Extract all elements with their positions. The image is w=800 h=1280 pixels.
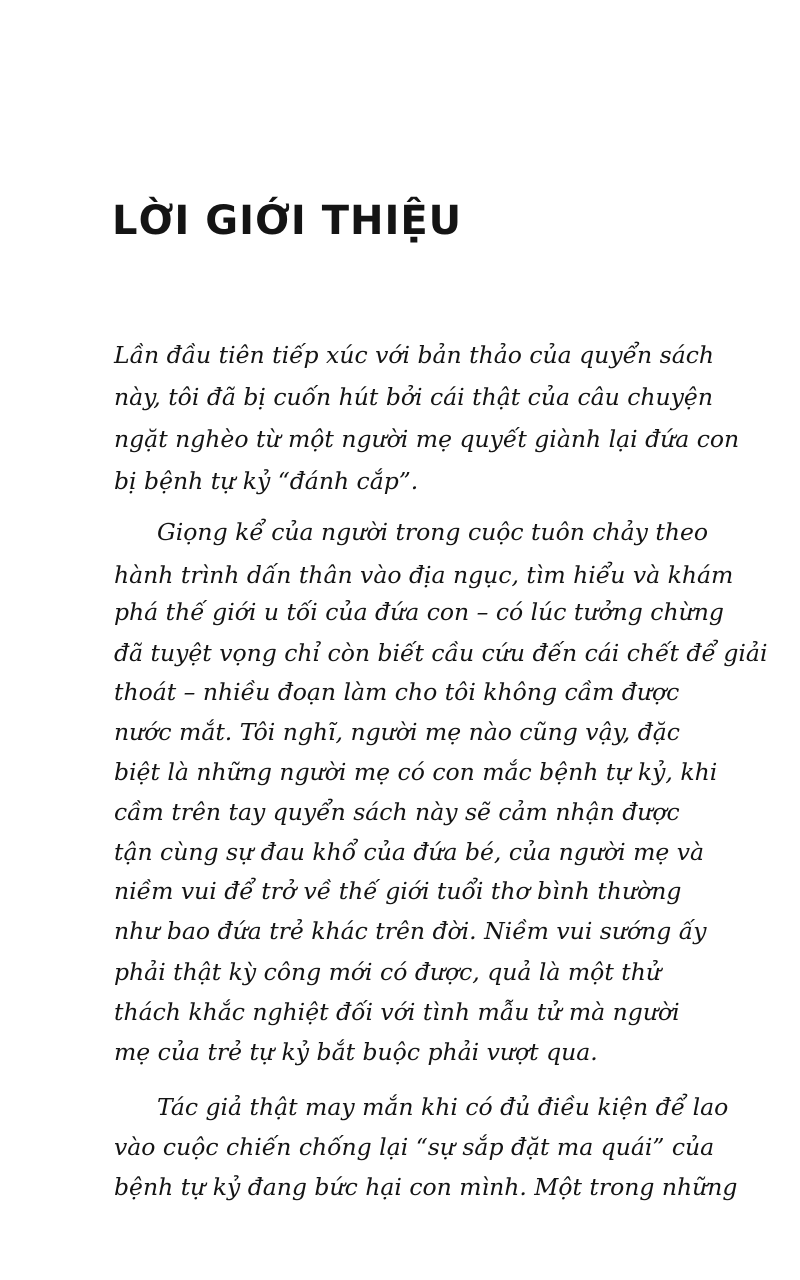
text-line: vào cuộc chiến chống lại “sự sắp đặt ma quái” của bbox=[114, 1133, 715, 1161]
text-line: bệnh tự kỷ đang bức hại con mình. Một trong những bbox=[114, 1173, 738, 1201]
text-line: phải thật kỳ công mới có được, quả là một thử bbox=[114, 958, 661, 986]
text-line: ngặt nghèo từ một người mẹ quyết giành lại đứa con bbox=[114, 425, 740, 453]
text-line: biệt là những người mẹ có con mắc bệnh tự kỷ, khi bbox=[114, 758, 718, 786]
text-line: thách khắc nghiệt đối với tình mẫu tử mà người bbox=[114, 998, 680, 1026]
text-line: đã tuyệt vọng chỉ còn biết cầu cứu đến cái chết để giải bbox=[114, 639, 768, 667]
text-line: như bao đứa trẻ khác trên đời. Niềm vui sướng ấy bbox=[114, 917, 707, 945]
page-title: LỜI GIỚI THIỆU bbox=[112, 198, 463, 244]
text-line: tận cùng sự đau khổ của đứa bé, của người mẹ và bbox=[114, 838, 705, 866]
text-line: hành trình dấn thân vào địa ngục, tìm hiểu và khám bbox=[114, 561, 734, 589]
text-line: này, tôi đã bị cuốn hút bởi cái thật của câu chuyện bbox=[114, 383, 713, 411]
text-line: phá thế giới u tối của đứa con – có lúc tưởng chừng bbox=[114, 598, 724, 626]
text-line: Giọng kể của người trong cuộc tuôn chảy theo bbox=[157, 518, 709, 546]
text-line: Lần đầu tiên tiếp xúc với bản thảo của quyển sách bbox=[114, 341, 715, 369]
text-line: mẹ của trẻ tự kỷ bắt buộc phải vượt qua. bbox=[114, 1038, 598, 1066]
text-line: nước mắt. Tôi nghĩ, người mẹ nào cũng vậy, đặc bbox=[114, 718, 680, 746]
text-line: cầm trên tay quyển sách này sẽ cảm nhận được bbox=[114, 798, 680, 826]
text-line: thoát – nhiều đoạn làm cho tôi không cầm được bbox=[114, 678, 680, 706]
text-line: niềm vui để trở về thế giới tuổi thơ bình thường bbox=[114, 877, 682, 905]
text-line: Tác giả thật may mắn khi có đủ điều kiện để lao bbox=[157, 1093, 729, 1121]
text-line: bị bệnh tự kỷ “đánh cắp”. bbox=[114, 467, 419, 495]
